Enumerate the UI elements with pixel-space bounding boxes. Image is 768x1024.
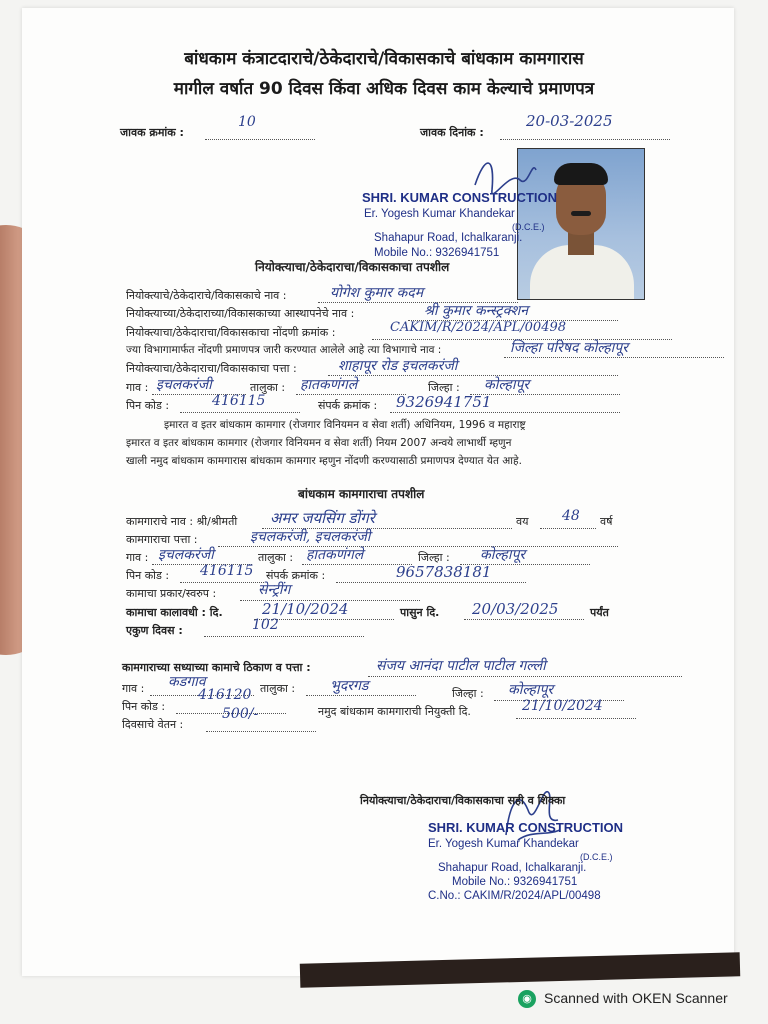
site-district-label: जिल्हा : [452, 687, 484, 700]
employer-taluka-line [296, 394, 406, 395]
worker-district-label: जिल्हा : [418, 551, 450, 564]
employer-village-label: गाव : [126, 381, 149, 394]
worker-name-value: अमर जयसिंग डोंगरे [270, 509, 375, 527]
stamp-bottom-name: SHRI. KUMAR CONSTRUCTION [428, 820, 623, 835]
stamp-bottom-degree: (D.C.E.) [580, 852, 613, 862]
worker-contact-line [336, 582, 526, 583]
employer-district-label: जिल्हा : [428, 381, 460, 394]
title-line-2: मागील वर्षात 90 दिवस किंवा अधिक दिवस काम केल्याचे प्रमाणपत्र [173, 79, 595, 99]
worker-pin-line [180, 582, 264, 583]
stamp-bottom-cno: C.No.: CAKIM/R/2024/APL/00498 [428, 890, 601, 902]
total-days-value: 102 [252, 617, 279, 633]
worker-taluka-label: तालुका : [258, 551, 294, 564]
employer-dept-label: ज्या विभागामार्फत नोंदणी प्रमाणपत्र जारी करण्यात आलेले आहे त्या विभागाचे नाव : [126, 344, 442, 356]
employer-contact-line [390, 412, 620, 413]
employer-dept-line [504, 357, 724, 358]
worker-village-label: गाव : [126, 551, 149, 564]
stamp-top-engineer: Er. Yogesh Kumar Khandekar [364, 208, 515, 220]
title-line-1: बांधकाम कंत्राटदाराचे/ठेकेदाराचे/विकासकाचे बांधकाम कामगारास [184, 49, 584, 69]
site-taluka-line [306, 695, 416, 696]
employer-district-value: कोल्हापूर [484, 377, 530, 393]
employer-estab-value: श्री कुमार कन्स्ट्रक्शन [424, 303, 529, 319]
stamp-bottom-mobile: Mobile No.: 9326941751 [452, 876, 578, 888]
site-addr-label: कामगाराच्या सध्याच्या कामाचे ठिकाण व पत्ता : [122, 661, 311, 674]
employer-district-line [470, 394, 620, 395]
site-village-value: कडगाव [168, 674, 206, 690]
worker-taluka-value: हातकणंगले [306, 547, 364, 563]
scanner-watermark [518, 990, 728, 1008]
worker-addr-line [218, 546, 618, 547]
total-days-label: एकुण दिवस : [126, 624, 183, 637]
worktype-label: कामाचा प्रकार/स्वरुप : [126, 587, 217, 600]
scanner-logo-icon: ◉ [518, 990, 536, 1008]
employer-dept-value: जिल्हा परिषद कोल्हापूर [510, 340, 628, 356]
appoint-label: नमुद बांधकाम कामगाराची नियुक्ती दि. [318, 705, 471, 718]
worker-age-value: 48 [562, 508, 580, 524]
worker-district-value: कोल्हापूर [480, 547, 526, 563]
scanner-watermark-text: Scanned with OKEN Scanner [544, 990, 728, 1006]
worker-village-value: इचलकरंजी [158, 547, 214, 563]
employer-taluka-label: तालुका : [250, 381, 286, 394]
site-village-label: गाव : [122, 682, 145, 695]
stamp-top-degree: (D.C.E.) [512, 222, 545, 232]
outward-date-label: जावक दिनांक : [420, 126, 484, 139]
worker-addr-label: कामगाराचा पत्ता : [126, 533, 198, 546]
employer-addr-label: नियोक्त्याचा/ठेकेदाराचा/विकासकाचा पत्ता : [126, 362, 297, 375]
top-signature [470, 150, 540, 210]
worker-pin-value: 416115 [200, 563, 254, 579]
employer-village-value: इचलकरंजी [156, 377, 212, 393]
stamp-bottom-address: Shahapur Road, Ichalkaranji. [438, 862, 587, 874]
employer-contact-label: संपर्क क्रमांक : [318, 399, 378, 412]
period-end-label: पर्यंत [590, 606, 609, 619]
outward-no-label: जावक क्रमांक : [120, 126, 184, 139]
appoint-line [516, 718, 636, 719]
site-addr-line [368, 676, 682, 677]
appoint-value: 21/10/2024 [522, 698, 603, 714]
site-pin-label: पिन कोड : [122, 700, 166, 713]
employer-contact-value: 9326941751 [396, 393, 492, 411]
employer-addr-value: शाहापूर रोड इचलकरंजी [338, 358, 458, 374]
outward-no-line [205, 139, 315, 140]
site-pin-value: 416120 [198, 687, 252, 703]
worker-addr-value: इचलकरंजी, इचलकरंजी [250, 529, 371, 545]
worker-age-unit: वर्ष [600, 515, 613, 528]
stamp-top-address: Shahapur Road, Ichalkaranji. [374, 232, 523, 244]
site-addr-value: संजय आनंदा पाटील पाटील गल्ली [376, 658, 546, 674]
worktype-value: सेन्ट्रींग [258, 582, 291, 598]
employer-addr-line [328, 375, 618, 376]
stamp-top-mobile: Mobile No.: 9326941751 [374, 247, 500, 259]
wage-label: दिवसाचे वेतन : [122, 718, 184, 731]
stamp-bottom-engineer: Er. Yogesh Kumar Khandekar [428, 838, 579, 850]
total-days-line [204, 636, 364, 637]
outward-date-value: 20-03-2025 [526, 112, 613, 130]
worker-name-label: कामगाराचे नाव : श्री/श्रीमती [126, 515, 238, 528]
statement-line-3: खाली नमुद बांधकाम कामगारास बांधकाम कामगार म्हणुन नोंदणी करण्यासाठी प्रमाणपत्र देण्यात येत आहे. [126, 455, 522, 467]
site-taluka-value: भुदरगड [330, 678, 369, 694]
employer-pin-line [180, 412, 300, 413]
employer-reg-label: नियोक्त्याचा/ठेकेदाराचा/विकासकाचा नोंदणी क्रमांक : [126, 326, 336, 339]
period-to-value: 20/03/2025 [472, 600, 559, 618]
employer-name-label: नियोक्त्याचे/ठेकेदाराचे/विकासकाचे नाव : [126, 289, 287, 302]
site-district-value: कोल्हापूर [508, 682, 554, 698]
statement-line-2: इमारत व इतर बांधकाम कामगार (रोजगार विनियमन व सेवा शर्ती) नियम 2007 अन्वये लाभार्थी म्हणुन [126, 437, 512, 449]
stamp-top-name: SHRI. KUMAR CONSTRUCTION [362, 190, 557, 205]
wage-line [206, 731, 316, 732]
outward-no-value: 10 [238, 114, 256, 130]
wage-value: 500/- [222, 706, 259, 722]
site-taluka-label: तालुका : [260, 682, 296, 695]
worker-heading: बांधकाम कामगाराचा तपशील [298, 487, 425, 501]
statement-line-1: इमारत व इतर बांधकाम कामगार (रोजगार विनियमन व सेवा शर्ती) अधिनियम, 1996 व महाराष्ट्र [164, 419, 526, 431]
employer-reg-value: CAKIM/R/2024/APL/00498 [390, 320, 567, 335]
employer-name-value: योगेश कुमार कदम [330, 285, 424, 301]
signature-label: नियोक्त्याचा/ठेकेदाराचा/विकासकाचा सही व शिक्का [360, 794, 566, 807]
employer-pin-label: पिन कोड : [126, 399, 170, 412]
worker-pin-label: पिन कोड : [126, 569, 170, 582]
worker-age-line [540, 528, 596, 529]
outward-date-line [500, 139, 670, 140]
period-from-value: 21/10/2024 [262, 600, 349, 618]
period-to-line [464, 619, 584, 620]
employer-taluka-value: हातकणंगले [300, 377, 358, 393]
employer-pin-value: 416115 [212, 393, 266, 409]
period-mid-label: पासुन दि. [400, 606, 440, 619]
period-label: कामाचा कालावधी : दि. [126, 606, 223, 619]
employer-heading: नियोक्त्याचा/ठेकेदाराचा/विकासकाचा तपशील [255, 260, 450, 274]
worker-age-label: वय [516, 515, 529, 528]
worker-contact-value: 9657838181 [396, 563, 492, 581]
worker-contact-label: संपर्क क्रमांक : [266, 569, 326, 582]
employer-estab-label: नियोक्त्याच्या/ठेकेदाराच्या/विकासकाच्या आस्थापनेचे नाव : [126, 307, 355, 320]
